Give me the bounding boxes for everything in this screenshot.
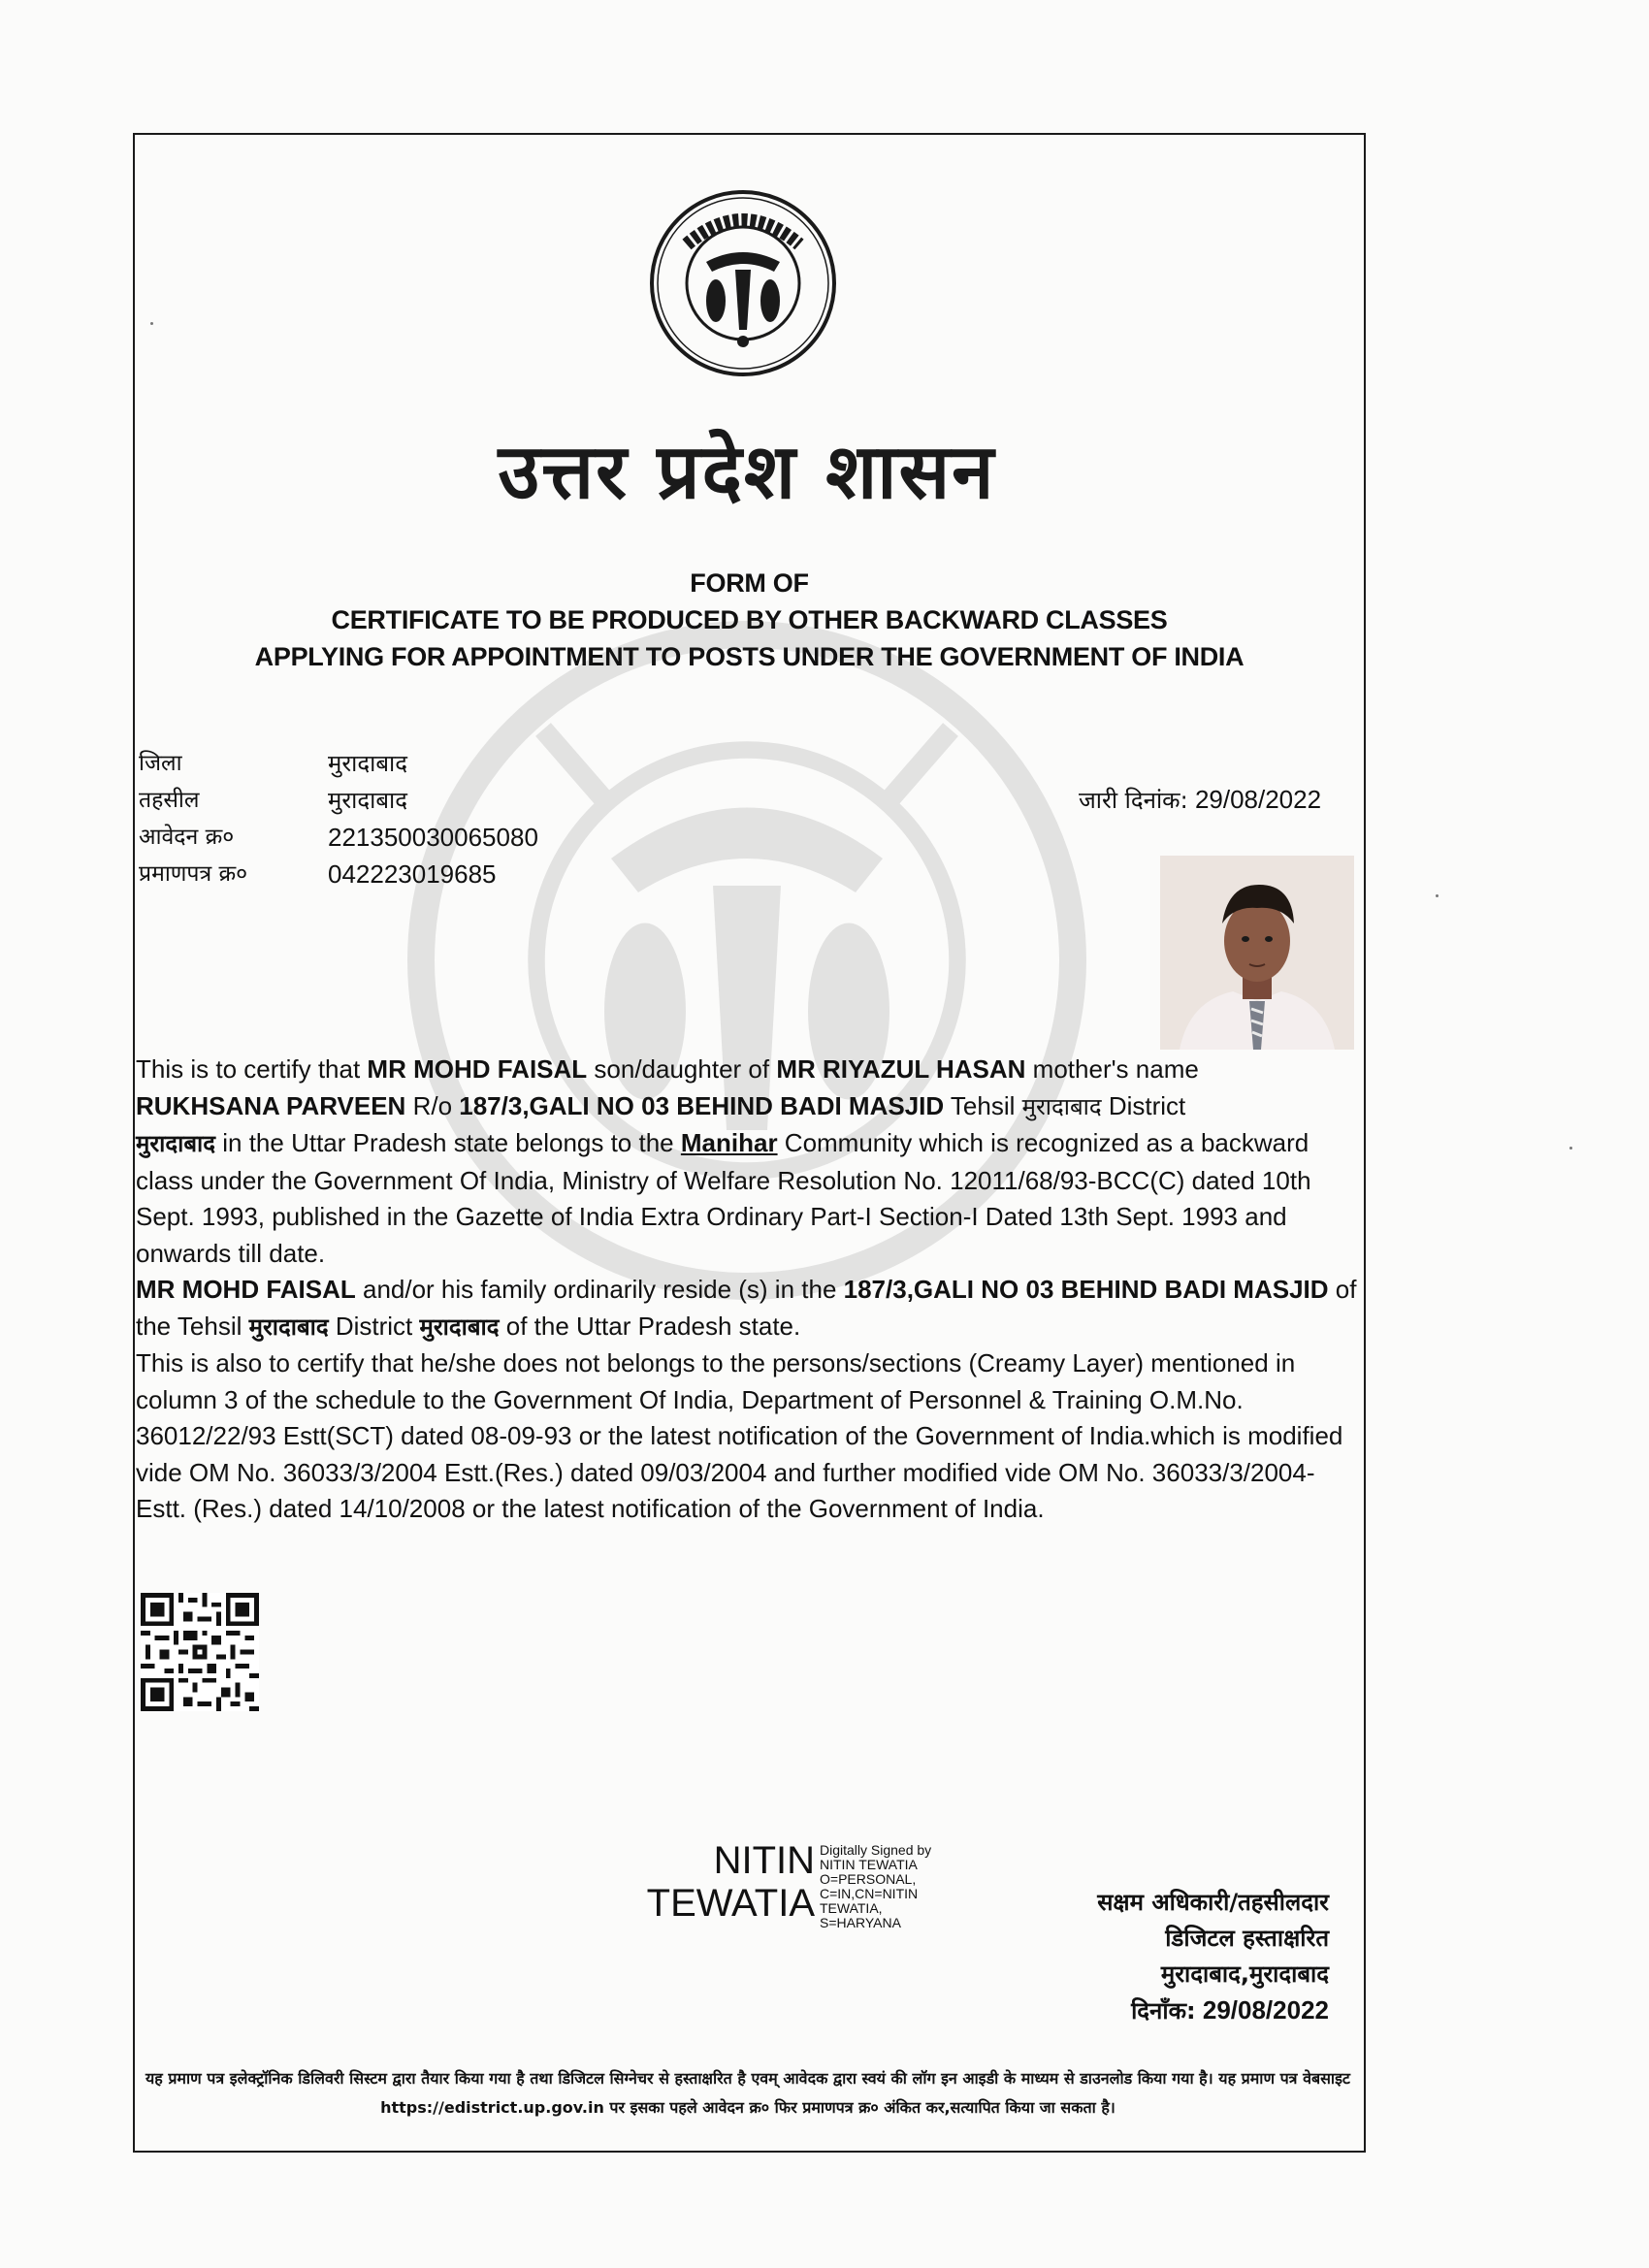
- officer-signed: डिजिटल हस्ताक्षरित: [1165, 1925, 1329, 1952]
- meta-value: मुरादाबाद: [328, 787, 408, 814]
- signature-detail-line: S=HARYANA: [820, 1915, 901, 1930]
- scan-speck: [1569, 1147, 1572, 1150]
- meta-value: 221350030065080: [328, 823, 538, 852]
- meta-label: तहसील: [139, 788, 200, 813]
- meta-label: प्रमाणपत्र क्र०: [139, 861, 248, 887]
- up-government-emblem-icon: [646, 186, 840, 380]
- officer-designation: सक्षम अधिकारी/तहसीलदार: [1097, 1889, 1329, 1916]
- signature-detail-line: NITIN TEWATIA: [820, 1857, 918, 1872]
- meta-row-certificate-no: [139, 856, 538, 892]
- residence-paragraph: MR MOHD FAISAL and/or his family ordinarily reside (s) in the 187/3,GALI NO 03 BEHIND BADI MASJID of the Tehsil मुरादाबाद District मुरादाबाद of the Uttar Pradesh state.: [136, 1275, 1357, 1341]
- form-heading-line: APPLYING FOR APPOINTMENT TO POSTS UNDER THE GOVERNMENT OF INDIA: [254, 642, 1245, 671]
- applicant-photo: [1160, 856, 1354, 1050]
- meta-value: 042223019685: [328, 859, 497, 889]
- signer-name-line: NITIN: [713, 1839, 815, 1882]
- meta-label: जिला: [139, 751, 182, 776]
- signature-detail-line: C=IN,CN=NITIN: [820, 1886, 919, 1901]
- meta-value: मुरादाबाद: [328, 750, 408, 777]
- father-name: MR RIYAZUL HASAN: [776, 1054, 1026, 1084]
- certificate-meta: [139, 745, 538, 892]
- residence-address: 187/3,GALI NO 03 BEHIND BADI MASJID: [459, 1090, 945, 1120]
- creamy-layer-paragraph: This is also to certify that he/she does not belongs to the persons/sections (Creamy Layer) mentioned in column 3 of the schedule to the Government Of India, Department of Personnel & Training O.M.No. 36012/22/93 Estt(SCT) dated 08-09-93 or the latest notification of the Government of India.which is modified vide OM No. 36033/3/2004 Estt.(Res.) dated 09/03/2004 and further modified vide OM No. 36033/3/2004-Estt. (Res.) dated 14/10/2008 or the latest notification of the Government of India.: [136, 1348, 1343, 1523]
- qr-code-icon: [141, 1593, 259, 1711]
- meta-row-application-no: [139, 819, 538, 856]
- meta-row-tehsil: [139, 782, 538, 819]
- form-heading-line: FORM OF: [690, 568, 809, 598]
- meta-label: आवेदन क्र०: [139, 825, 235, 850]
- issue-date: [1079, 784, 1321, 816]
- certify-paragraph: This is to certify that MR MOHD FAISAL son/daughter of MR RIYAZUL HASAN mother's name RUKHSANA PARVEEN R/o 187/3,GALI NO 03 BEHIND BADI MASJID Tehsil मुरादाबाद District मुरादाबाद in the Uttar Pradesh state belongs to the Manihar Community which is recognized as a backward class under the Government Of India, Ministry of Welfare Resolution No. 12011/68/93-BCC(C) dated 10th Sept. 1993, published in the Gazette of India Extra Ordinary Part-I Section-I Dated 13th Sept. 1993 and onwards till date.: [136, 1054, 1311, 1268]
- signer-name-line: TEWATIA: [646, 1882, 815, 1925]
- mother-name: RUKHSANA PARVEEN: [136, 1090, 406, 1120]
- issue-date-value: 29/08/2022: [1194, 785, 1322, 814]
- issuing-officer-block: [1028, 1885, 1329, 2029]
- certificate-body: [136, 1052, 1360, 1528]
- officer-place: मुरादाबाद,मुरादाबाद: [1160, 1960, 1329, 1988]
- issue-date-label: जारी दिनांक:: [1079, 787, 1188, 814]
- signature-detail-line: Digitally Signed by: [820, 1842, 932, 1858]
- scan-speck: [150, 322, 153, 325]
- meta-row-district: [139, 745, 538, 782]
- community-name: Manihar: [680, 1128, 778, 1157]
- digital-signature-details: [820, 1843, 975, 1930]
- signature-detail-line: TEWATIA,: [820, 1900, 883, 1916]
- signature-detail-line: O=PERSONAL,: [820, 1871, 917, 1887]
- officer-date: दिनाँक: 29/08/2022: [1131, 1995, 1329, 2025]
- applicant-name: MR MOHD FAISAL: [367, 1054, 588, 1084]
- scan-speck: [1436, 894, 1439, 897]
- footer-note: यह प्रमाण पत्र इलेक्ट्रॉनिक डिलिवरी सिस्टम द्वारा तैयार किया गया है तथा डिजिटल सिग्नेचर से हस्ताक्षरित है एवम् आवेदक द्वारा स्वयं की लॉग इन आइडी के माध्यम से डाउनलोड किया गया है। यह प्रमाण पत्र वेबसाइट https://edistrict.up.gov.in पर इसका पहले आवेदन क्र० फिर प्रमाणपत्र क्र० अंकित कर,सत्यापित किया जा सकता है।: [145, 2069, 1350, 2117]
- digital-signature-name: [630, 1839, 815, 1925]
- form-heading: [136, 565, 1363, 675]
- form-heading-line: CERTIFICATE TO BE PRODUCED BY OTHER BACKWARD CLASSES: [331, 605, 1168, 634]
- government-title: उत्तर प्रदेश शासन: [498, 428, 996, 516]
